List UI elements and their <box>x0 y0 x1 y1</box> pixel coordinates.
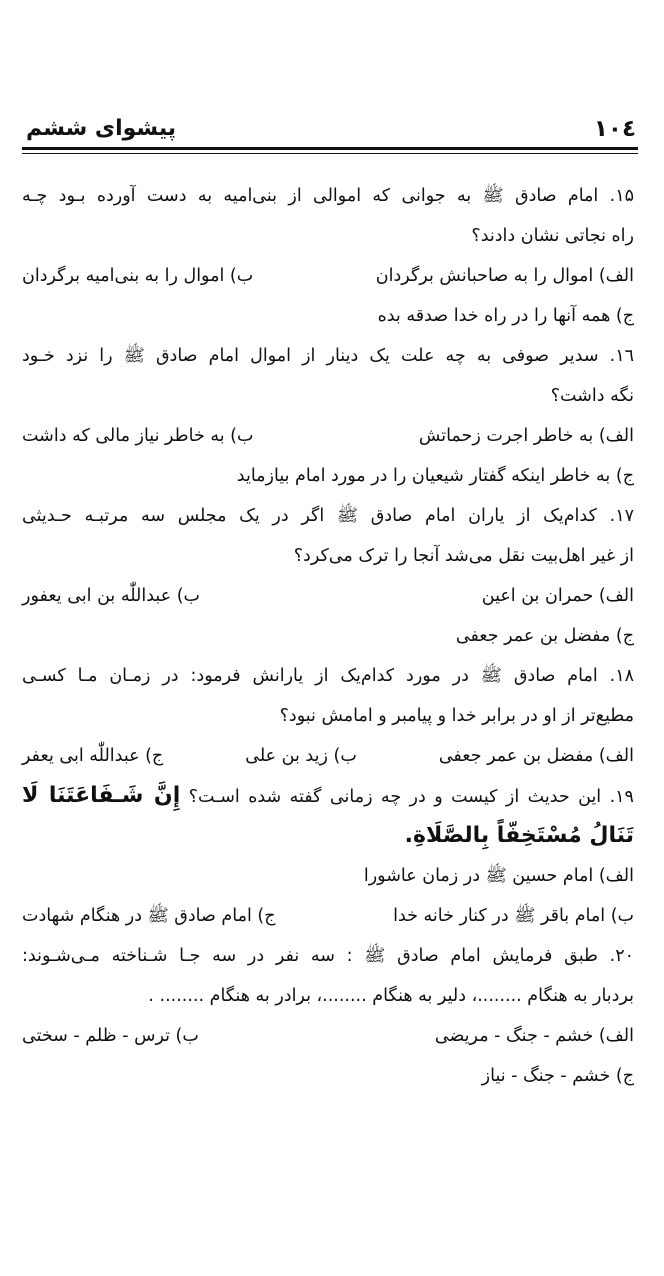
question-15-options-row <box>22 256 634 296</box>
question-18-options-row <box>22 736 634 776</box>
hadith-arabic-part-1: إِنَّ شَـفَاعَتَنَا لَا <box>22 783 181 808</box>
question-19-option-b: ب) امام باقر ﷺ در کنار خانه خدا <box>393 906 634 926</box>
question-18-option-a: الف) مفضل بن عمر جعفی <box>438 746 634 766</box>
question-15-option-c: ج) همه آنها را در راه خدا صدقه بده <box>377 306 634 326</box>
question-16-line-2: نگه داشت؟ <box>550 386 634 406</box>
question-19-text: ۱۹. این حدیث از کیست و در چه زمانی گفته شده اسـت؟ <box>188 787 634 807</box>
question-15-option-a: الف) اموال را به صاحبانش برگردان <box>375 266 634 286</box>
question-17-line-2: از غیر اهل‌بیت نقل می‌شد آنجا را ترک می‌کرد؟ <box>293 546 634 566</box>
question-18-option-b: ب) زید بن علی <box>245 746 357 766</box>
question-20-option-c: ج) خشم - جنگ - نیاز <box>481 1066 634 1086</box>
question-17-option-b: ب) عبداللّٰه بن ابی یعفور <box>22 586 200 606</box>
question-15-line-1: ۱۵. امام صادق ﷺ به جوانی که اموالی از بنی‌امیه به دست آورده بـود چـه <box>22 186 634 206</box>
question-19-line-2 <box>22 816 634 856</box>
question-19-option-a: الف) امام حسین ﷺ در زمان عاشورا <box>363 866 634 886</box>
question-16-option-a: الف) به خاطر اجرت زحماتش <box>418 426 634 446</box>
hadith-arabic-part-2: تَنَالُ مُسْتَخِفّاً بِالصَّلَاةِ. <box>404 823 634 848</box>
question-17-options-row <box>22 576 634 616</box>
question-15-option-b: ب) اموال را به بنی‌امیه برگردان <box>22 266 254 286</box>
book-title: پیشوای ششم <box>26 116 177 141</box>
page-header <box>22 112 636 146</box>
header-rule-thick <box>22 147 638 150</box>
page-content <box>22 176 634 1096</box>
question-19-options-row <box>22 896 634 936</box>
header-rule-thin <box>22 153 638 154</box>
question-18-option-c: ج) عبداللّٰه ابی یعفر <box>22 746 164 766</box>
question-16-options-row <box>22 416 634 456</box>
question-20-option-b: ب) ترس - ظلم - سختی <box>22 1026 199 1046</box>
question-18-line-2: مطیع‌تر از او در برابر خدا و پیامبر و امامش نبود؟ <box>279 706 634 726</box>
question-20-line-1: ۲۰. طبق فرمایش امام صادق ﷺ : سه نفر در سه جـا شـناخته مـی‌شـوند: <box>22 946 634 966</box>
question-17-option-a: الف) حمران بن اعین <box>481 586 634 606</box>
question-17-option-c: ج) مفضل بن عمر جعفی <box>455 626 634 646</box>
question-16-option-b: ب) به خاطر نیاز مالی که داشت <box>22 426 254 446</box>
question-16-line-1: ۱٦. سدیر صوفی به چه علت یک دینار از اموال امام صادق ﷺ را نزد خـود <box>22 346 634 366</box>
question-16-option-c: ج) به خاطر اینکه گفتار شیعیان را در مورد امام بیازماید <box>236 466 634 486</box>
question-19-option-c: ج) امام صادق ﷺ در هنگام شهادت <box>22 906 276 926</box>
page-number: ۱۰٤ <box>593 116 636 142</box>
question-15-line-2: راه نجاتی نشان دادند؟ <box>471 226 634 246</box>
question-18-line-1: ۱۸. امام صادق ﷺ در مورد کدام‌یک از یارانش فرمود: در زمـان مـا کسـی <box>22 666 634 686</box>
question-20-options-row <box>22 1016 634 1056</box>
question-20-line-2: بردبار به هنگام ........، دلیر به هنگام ........، برادر به هنگام ........ . <box>148 986 634 1006</box>
question-20-option-a: الف) خشم - جنگ - مریضی <box>434 1026 634 1046</box>
question-17-line-1: ۱۷. کدام‌یک از یاران امام صادق ﷺ اگر در یک مجلس سه مرتبـه حـدیثی <box>22 506 634 526</box>
question-19-line-1 <box>22 776 634 816</box>
